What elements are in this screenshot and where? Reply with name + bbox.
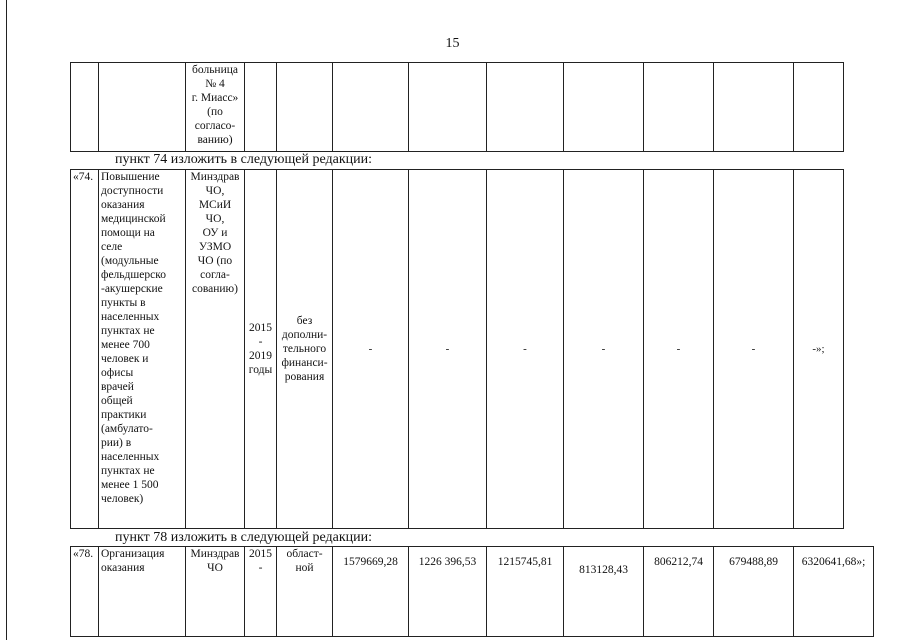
cell-value: 1215745,81 [487, 547, 564, 637]
cell-num: «74. [71, 170, 99, 529]
cell-value: 1579669,28 [333, 547, 409, 637]
cell-value: 6320641,68»; [794, 547, 874, 637]
page-margin-line [6, 0, 7, 640]
cell-source: област- ной [277, 547, 333, 637]
cell-name: Организация оказания [99, 547, 186, 637]
table-row [71, 63, 844, 152]
cell-name [99, 63, 186, 152]
table-fragment-top [70, 62, 844, 152]
cell-value: - [644, 170, 714, 529]
cell-source: без дополни- тельного финанси- рования [277, 170, 333, 529]
cell-num: «78. [71, 547, 99, 637]
cell-executor: больница № 4 г. Миасс» (по согласо- ванию) [186, 63, 245, 152]
cell-value: 813128,43 [564, 547, 644, 637]
cell-num [71, 63, 99, 152]
cell-value: - [333, 170, 409, 529]
cell-value: 806212,74 [644, 547, 714, 637]
instruction-78: пункт 78 изложить в следующей редакции: [115, 530, 372, 545]
table-row [71, 547, 874, 637]
cell-executor: Минздрав ЧО, МСиИ ЧО, ОУ и УЗМО ЧО (по согла- сованию) [186, 170, 245, 529]
table-row [71, 170, 844, 529]
cell-value: - [714, 170, 794, 529]
cell-value: 679488,89 [714, 547, 794, 637]
cell-value: - [564, 170, 644, 529]
cell-value: -»; [794, 170, 844, 529]
cell-period: 2015 - 2019 годы [245, 170, 277, 529]
page-number: 15 [445, 36, 460, 51]
table-row-74 [70, 169, 844, 529]
cell-value: - [409, 170, 487, 529]
cell-period: 2015 - [245, 547, 277, 637]
cell-name: Повышение доступности оказания медицинской помощи на селе (модульные фельдшерско -акушерские пункты в населенных пунктах не менее 700 человек и офисы врачей общей практики (амбулато- рии) в населенных пунктах не менее 1 500 человек) [99, 170, 186, 529]
instruction-74: пункт 74 изложить в следующей редакции: [115, 152, 372, 167]
cell-value: - [487, 170, 564, 529]
cell-value: 1226 396,53 [409, 547, 487, 637]
cell-executor: Минздрав ЧО [186, 547, 245, 637]
table-row-78 [70, 546, 874, 637]
